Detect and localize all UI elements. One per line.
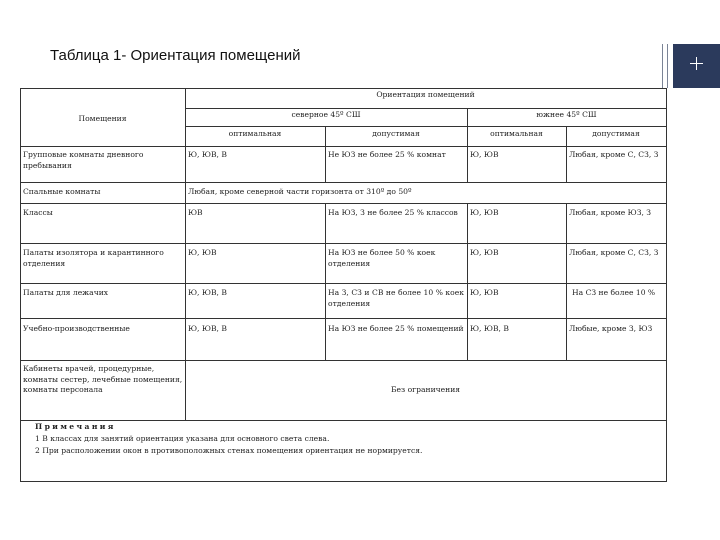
header-south: южнее 45º СШ bbox=[536, 110, 597, 119]
table-row-name: Групповые комнаты дневного пребывания bbox=[23, 150, 144, 170]
table-cell: Ю, ЮВ bbox=[470, 208, 499, 217]
header-north: северное 45º СШ bbox=[291, 110, 361, 119]
header-allowed-north: допустимая bbox=[372, 129, 420, 138]
table-row-name: Кабинеты врачей, процедурные, комнаты сестер, лечебные помещения, комнаты персонала bbox=[23, 364, 183, 394]
notes-title: Примечания bbox=[35, 422, 116, 431]
table-cell: Ю, ЮВ bbox=[470, 248, 499, 257]
table-cell: Ю, ЮВ, В bbox=[188, 324, 227, 333]
table-cell: Любая, кроме С, СЗ, З bbox=[569, 248, 659, 257]
header-optimal-south: оптимальная bbox=[490, 129, 543, 138]
table-cell: На СЗ не более 10 % bbox=[572, 288, 656, 297]
table-border bbox=[20, 88, 667, 482]
note-line-2: 2 При расположении окон в противоположных стенах помещения ориентация не нормируется. bbox=[35, 446, 423, 455]
table-cell: Любые, кроме З, ЮЗ bbox=[569, 324, 653, 333]
table-cell: Ю, ЮВ bbox=[470, 150, 499, 159]
table-cell: На З, СЗ и СВ не более 10 % коек отделения bbox=[328, 288, 464, 308]
table-cell-merged: Без ограничения bbox=[390, 385, 461, 394]
table-cell: На ЮЗ, З не более 25 % классов bbox=[328, 208, 458, 217]
page-title: Таблица 1- Ориентация помещений bbox=[50, 47, 301, 64]
table-cell: Ю, ЮВ, В bbox=[188, 288, 227, 297]
header-optimal-north: оптимальная bbox=[228, 129, 282, 138]
table-cell: Любая, кроме ЮЗ, З bbox=[569, 208, 652, 217]
table-cell: Ю, ЮВ, В bbox=[188, 150, 227, 159]
table-row-name: Учебно-производственные bbox=[23, 324, 130, 333]
header-rooms: Помещения bbox=[78, 114, 127, 123]
header-allowed-south: допустимая bbox=[592, 129, 640, 138]
table-row-name: Палаты для лежачих bbox=[23, 288, 109, 297]
table-cell: ЮВ bbox=[188, 208, 203, 217]
table-cell-merged: Любая, кроме северной части горизонта от 310º до 50º bbox=[188, 187, 412, 196]
note-line-1: 1 В классах для занятий ориентация указана для основного света слева. bbox=[35, 434, 330, 443]
table-cell: Любая, кроме С, СЗ, З bbox=[569, 150, 659, 159]
table-row-name: Палаты изолятора и карантинного отделения bbox=[23, 248, 164, 268]
table-cell: На ЮЗ не более 50 % коек отделения bbox=[328, 248, 436, 268]
table-cell: Не ЮЗ не более 25 % комнат bbox=[328, 150, 446, 159]
table-row-name: Спальные комнаты bbox=[23, 187, 101, 196]
table-row-name: Классы bbox=[23, 208, 53, 217]
table-cell: Ю, ЮВ bbox=[470, 288, 499, 297]
header-orientation: Ориентация помещений bbox=[376, 90, 475, 99]
table-cell: На ЮЗ не более 25 % помещений bbox=[328, 324, 464, 333]
table-cell: Ю, ЮВ bbox=[188, 248, 217, 257]
table-cell: Ю, ЮВ, В bbox=[470, 324, 509, 333]
